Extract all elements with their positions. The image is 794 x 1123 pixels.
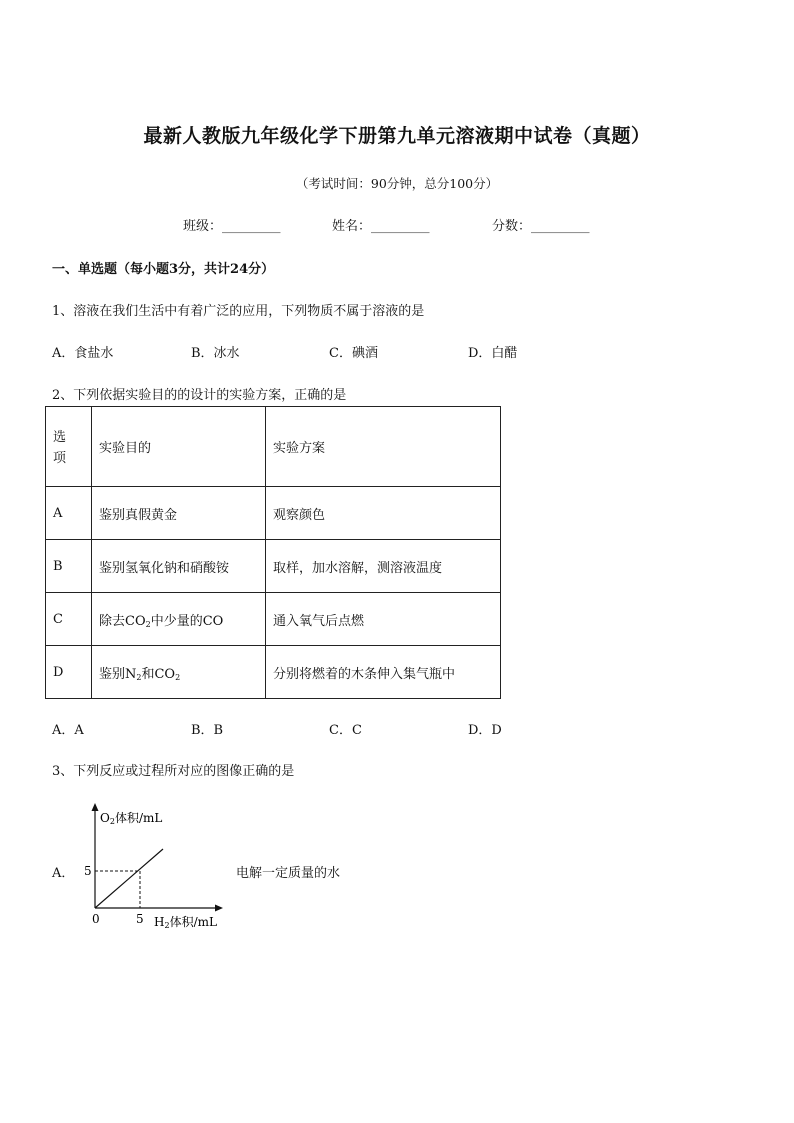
q3-option-a-label: A． [52,866,75,881]
header-option-text: 选项 [53,429,67,466]
origin-label: 0 [92,912,100,926]
table-row [46,540,501,593]
experiment-table [45,406,501,699]
header-plan-cell: 实验方案 [266,407,501,487]
row-d-option: D [46,646,92,699]
row-a-plan: 观察颜色 [266,487,501,540]
x-axis-label: H2体积/mL [154,915,217,930]
x-axis-arrow-icon [215,905,223,912]
y-axis-label: O2体积/mL [100,811,163,826]
question-3-stem: 3、下列反应或过程所对应的图像正确的是 [52,764,295,779]
q2-option-d: D．D [468,723,502,738]
row-d-plan: 分别将燃着的木条伸入集气瓶中 [266,646,501,699]
q1-option-d: D．白醋 [468,346,518,361]
q1-option-b: B．冰水 [191,346,240,361]
exam-subtitle: （考试时间：90分钟，总分100分） [295,176,499,191]
q2-option-a: A．A [52,723,84,738]
question-1-stem: 1、溶液在我们生活中有着广泛的应用，下列物质不属于溶液的是 [52,304,425,319]
row-c-goal-part: 中少量的CO [150,613,224,629]
row-b-goal: 鉴别氢氧化钠和硝酸铵 [92,540,266,593]
header-goal-cell: 实验目的 [92,407,266,487]
row-a-goal: 鉴别真假黄金 [92,487,266,540]
row-c-goal-part: 除去CO [99,613,146,629]
class-field: 班级：_________ [183,219,281,234]
row-b-plan: 取样，加水溶解，测溶液温度 [266,540,501,593]
volume-graph [70,800,240,940]
row-d-goal-part: 和CO [141,666,176,682]
data-line [95,849,163,908]
row-c-goal-subscript: 2 [145,619,151,629]
header-option-cell [46,407,92,487]
row-c-goal [92,593,266,646]
row-b-option: B [46,540,92,593]
score-field: 分数：_________ [492,219,590,234]
table-header-row [46,407,501,487]
row-d-goal-subscript: 2 [175,672,181,682]
x-tick-label: 5 [136,912,144,926]
y-tick-label: 5 [84,864,92,878]
question-2-stem: 2、下列依据实验目的的设计的实验方案，正确的是 [52,388,347,403]
row-d-goal-subscript: 2 [136,672,142,682]
row-d-goal-part: 鉴别N [99,666,137,682]
q3-option-a-caption: 电解一定质量的水 [236,866,341,881]
table-row [46,646,501,699]
y-axis-arrow-icon [92,803,99,811]
exam-title: 最新人教版九年级化学下册第九单元溶液期中试卷（真题） [143,125,651,147]
q2-option-b: B．B [191,723,224,738]
row-a-option: A [46,487,92,540]
q1-option-c: C．碘酒 [329,346,378,361]
table-row [46,593,501,646]
row-c-plan: 通入氧气后点燃 [266,593,501,646]
section-heading: 一、单选题（每小题3分，共计24分） [52,262,275,277]
row-c-option: C [46,593,92,646]
table-row [46,487,501,540]
q2-option-c: C．C [329,723,362,738]
row-d-goal [92,646,266,699]
q1-option-a: A．食盐水 [52,346,114,361]
name-field: 姓名：_________ [332,219,430,234]
